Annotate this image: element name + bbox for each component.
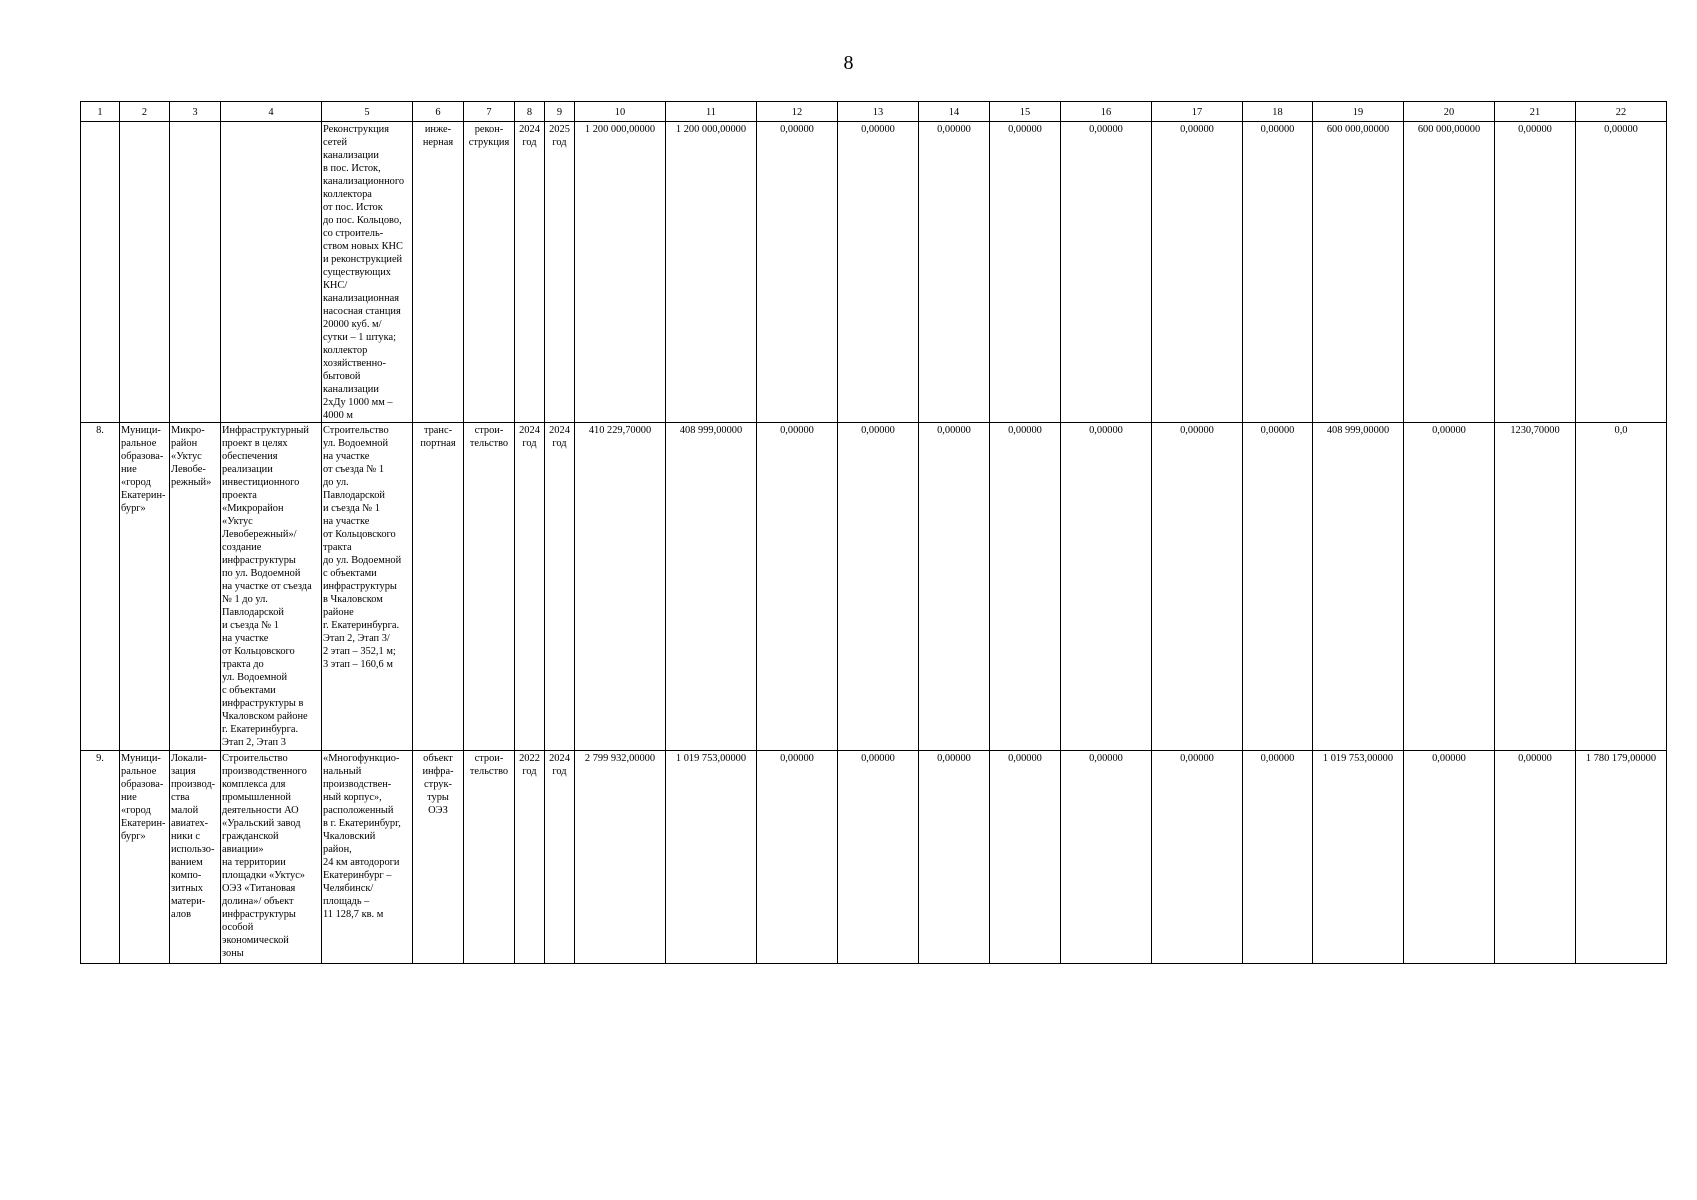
value-cell: 0,00000	[1152, 122, 1243, 423]
value-cell: 0,00000	[919, 751, 990, 964]
value-cell: 0,00000	[1061, 122, 1152, 423]
column-number: 3	[170, 102, 221, 122]
municipality-cell: Муници- pальное образова- ние «город Екатерин- бург»	[120, 751, 170, 964]
end-year-cell: 2024 год	[545, 423, 575, 751]
value-cell: 0,00000	[757, 751, 838, 964]
value-cell: 600 000,00000	[1313, 122, 1404, 423]
column-number: 1	[81, 102, 120, 122]
value-cell: 2 799 932,00000	[575, 751, 666, 964]
column-number: 18	[1243, 102, 1313, 122]
row-number: 8.	[81, 423, 120, 751]
work-type-cell: рекон- струкция	[464, 122, 515, 423]
value-cell: 1 200 000,00000	[666, 122, 757, 423]
work-type-cell: строи- тельство	[464, 423, 515, 751]
project-name-cell: Локали- зация производ- ства малой авиатех- ники с использо- ванием компо- зитных матери- алов	[170, 751, 221, 964]
value-cell: 408 999,00000	[1313, 423, 1404, 751]
start-year-cell: 2024 год	[515, 122, 545, 423]
value-cell: 0,00000	[990, 122, 1061, 423]
value-cell: 0,00000	[1404, 751, 1495, 964]
value-cell: 0,00000	[838, 423, 919, 751]
start-year-cell: 2022 год	[515, 751, 545, 964]
object-description-cell: Строительство ул. Водоемной на участке от съезда № 1 до ул. Павлодарской и съезда № 1 на участке от Кольцовского тракта до ул. Водоемной с объектами инфраструктуры в Чкаловском районе г. Екатеринбурга. Этап 2, Этап 3/ 2 этап – 352,1 м; 3 этап – 160,6 м	[322, 423, 413, 751]
column-number: 16	[1061, 102, 1152, 122]
object-description-cell: Реконструкция сетей канализации в пос. Исток, канализационного коллектора от пос. Исток до пос. Кольцово, со строитель- ством новых КНС и реконструкцией существующих КНС/ канализационная насосная станция 20000 куб. м/ сутки – 1 штука; коллектор хозяйственно- бытовой канализации 2хДу 1000 мм – 4000 м	[322, 122, 413, 423]
value-cell: 0,00000	[757, 423, 838, 751]
value-cell: 0,00000	[1495, 751, 1576, 964]
column-number: 6	[413, 102, 464, 122]
infrastructure-type-cell: объект инфра- струк- туры ОЭЗ	[413, 751, 464, 964]
column-number: 4	[221, 102, 322, 122]
value-cell: 0,00000	[838, 122, 919, 423]
infrastructure-project-cell: Строительство производственного комплекса для промышленной деятельности АО «Уральский завод гражданской авиации» на территории площадки «Уктус» ОЭЗ «Титановая долина»/ объект инфраструктуры особой экономической зоны	[221, 751, 322, 964]
value-cell: 0,00000	[1404, 423, 1495, 751]
work-type-cell: строи- тельство	[464, 751, 515, 964]
project-name-cell	[170, 122, 221, 423]
infrastructure-project-cell: Инфраструктурный проект в целях обеспечения реализации инвестиционного проекта «Микрорайон «Уктус Левобережный»/ создание инфраструктуры по ул. Водоемной на участке от съезда № 1 до ул. Павлодарской и съезда № 1 на участке от Кольцовского тракта до ул. Водоемной с объектами инфраструктуры в Чкаловском районе г. Екатеринбурга. Этап 2, Этап 3	[221, 423, 322, 751]
value-cell: 0,00000	[1243, 122, 1313, 423]
value-cell: 0,00000	[990, 423, 1061, 751]
value-cell: 1 019 753,00000	[666, 751, 757, 964]
infrastructure-type-cell: инже- нерная	[413, 122, 464, 423]
value-cell: 0,00000	[919, 423, 990, 751]
infrastructure-type-cell: транс- портная	[413, 423, 464, 751]
column-number: 13	[838, 102, 919, 122]
value-cell: 0,00000	[919, 122, 990, 423]
column-number: 2	[120, 102, 170, 122]
value-cell: 0,00000	[1152, 751, 1243, 964]
end-year-cell: 2024 год	[545, 751, 575, 964]
row-number: 9.	[81, 751, 120, 964]
value-cell: 0,00000	[1495, 122, 1576, 423]
object-description-cell: «Многофункцио- нальный производствен- ный корпус», расположенный в г. Екатеринбург, Чкаловский район, 24 км автодороги Екатеринбург – Челябинск/ площадь – 11 128,7 кв. м	[322, 751, 413, 964]
table-row	[81, 751, 1667, 964]
value-cell: 1 019 753,00000	[1313, 751, 1404, 964]
column-number: 11	[666, 102, 757, 122]
value-cell: 408 999,00000	[666, 423, 757, 751]
infrastructure-project-cell	[221, 122, 322, 423]
value-cell: 0,00000	[1152, 423, 1243, 751]
start-year-cell: 2024 год	[515, 423, 545, 751]
value-cell: 410 229,70000	[575, 423, 666, 751]
column-number: 9	[545, 102, 575, 122]
column-number: 17	[1152, 102, 1243, 122]
value-cell: 1 780 179,00000	[1576, 751, 1667, 964]
value-cell: 0,00000	[1243, 423, 1313, 751]
end-year-cell: 2025 год	[545, 122, 575, 423]
column-number: 20	[1404, 102, 1495, 122]
investment-projects-table	[80, 101, 1667, 964]
value-cell: 0,00000	[838, 751, 919, 964]
value-cell: 0,00000	[990, 751, 1061, 964]
column-number: 21	[1495, 102, 1576, 122]
value-cell: 0,00000	[1061, 423, 1152, 751]
column-number: 5	[322, 102, 413, 122]
column-number: 7	[464, 102, 515, 122]
municipality-cell: Муници- pальное образова- ние «город Екатерин- бург»	[120, 423, 170, 751]
value-cell: 0,00000	[1576, 122, 1667, 423]
table-row	[81, 122, 1667, 423]
table-row	[81, 423, 1667, 751]
column-number: 8	[515, 102, 545, 122]
value-cell: 0,0	[1576, 423, 1667, 751]
value-cell: 1230,70000	[1495, 423, 1576, 751]
column-number: 14	[919, 102, 990, 122]
column-number: 19	[1313, 102, 1404, 122]
column-number: 22	[1576, 102, 1667, 122]
column-number-row	[81, 102, 1667, 122]
value-cell: 0,00000	[1061, 751, 1152, 964]
value-cell: 1 200 000,00000	[575, 122, 666, 423]
column-number: 15	[990, 102, 1061, 122]
page-number: 8	[843, 52, 854, 74]
value-cell: 600 000,00000	[1404, 122, 1495, 423]
row-number	[81, 122, 120, 423]
project-name-cell: Микро- район «Уктус Левобе- режный»	[170, 423, 221, 751]
value-cell: 0,00000	[757, 122, 838, 423]
column-number: 10	[575, 102, 666, 122]
value-cell: 0,00000	[1243, 751, 1313, 964]
municipality-cell	[120, 122, 170, 423]
column-number: 12	[757, 102, 838, 122]
